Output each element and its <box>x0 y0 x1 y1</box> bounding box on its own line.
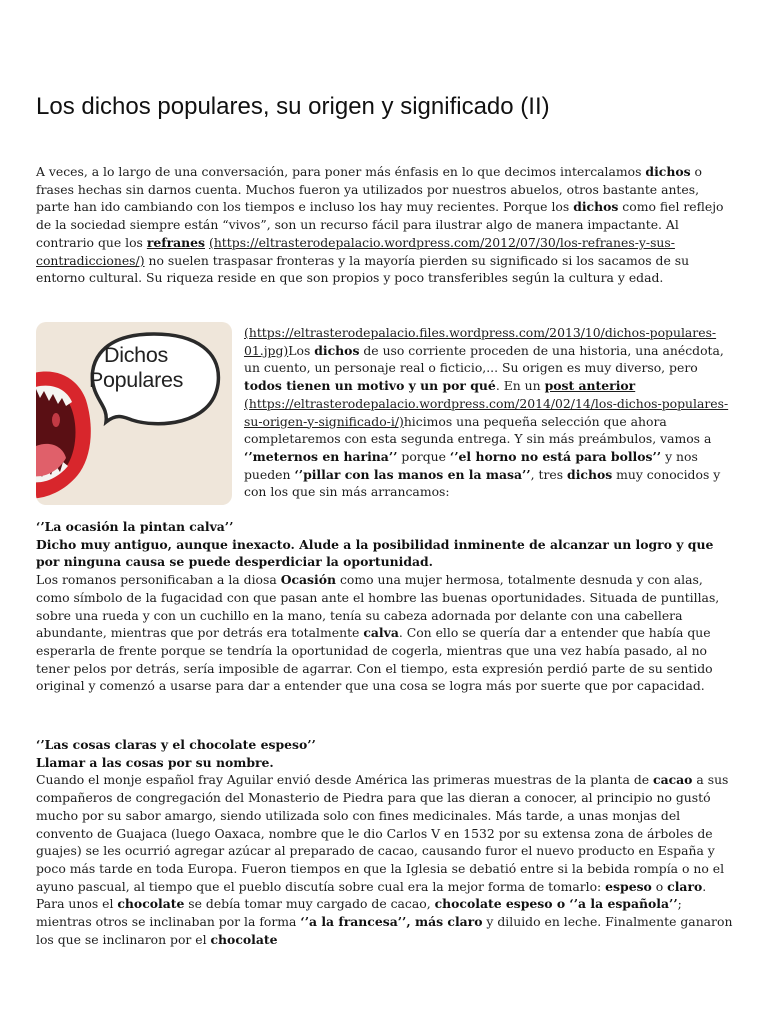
refranes-link[interactable] <box>147 235 205 250</box>
section-bold: Ocasión <box>280 572 337 588</box>
section-text: como una mujer hermosa, totalmente desnuda y con alas, como símbolo de la fugacidad con que pasan ante el hombre las buenas oportunidades. Situada de puntillas, sobre una rueda y con un cuchillo en la mano, tenía su cabeza adornada por delante con una cabellera abundante, mientras que por detrás era totalmente <box>36 572 720 641</box>
side-bold: ‘’meternos en harina’’ <box>244 448 398 464</box>
side-text: de uso corriente proceden de una historia, una anécdota, un cuento, un personaje real o ficticio,... Su origen es muy diverso, pero <box>244 342 724 376</box>
side-paragraph <box>244 324 734 501</box>
bubble-line-1: Dichos <box>104 343 168 367</box>
side-text: muy conocidos y con los que sin más arrancamos: <box>244 466 721 500</box>
section-text: y diluido en leche. Finalmente ganaron los que se inclinaron por el <box>36 914 733 947</box>
side-text: y nos pueden <box>244 448 698 482</box>
section-text: a sus compañeros de congregación del Monasterio de Piedra para que las dieran a conocer, al principio no gustó mucho por su sabor amargo, siendo utilizada solo con fines medicinales. Más tarde, a unas monjas del convento de Guajaca (luego Oaxaca, nombre que le dio Carlos V en 1532 por su extensa zona de árboles de guajes) se les ocurrió agregar azúcar al preparado de cacao, causando furor el nuevo producto en España y poco más tarde en toda Europa. Fueron tiempos en que la Iglesia se debatió entre si la bebida rompía o no el ayuno pascual, al tiempo que el pueblo discutía sobre cual era la mejor forma de tomarlo: <box>36 772 729 894</box>
side-bold: dichos <box>567 466 613 482</box>
section-summary: Dicho muy antiguo, aunque inexacto. Alude a la posibilidad inminente de alcanzar un logro y que por ninguna causa se puede desperdiciar la oportunidad. <box>36 536 714 570</box>
section-bold: chocolate <box>210 931 278 947</box>
section-body <box>36 771 736 948</box>
image-url-link[interactable]: (https://eltrasterodepalacio.files.wordpress.com/2013/10/dichos-populares-01.jpg) <box>244 325 717 358</box>
section-text: se debía tomar muy cargado de cacao, <box>184 896 435 912</box>
post-anterior-label[interactable]: post anterior <box>544 378 636 394</box>
section-text: . Para unos el <box>36 878 707 912</box>
section-bold: chocolate <box>117 896 185 912</box>
intro-text: o frases hechas sin darnos cuenta. Muchos fueron ya utilizados por nuestros abuelos, otros bastante antes, parte han ido cambiando con los tiempos e incluso los hay muy recientes. Porque los <box>36 164 702 215</box>
section-chocolate <box>36 736 736 948</box>
page-title: Los dichos populares, su origen y significado (II) <box>36 93 550 120</box>
section-text: Los romanos personificaban a la diosa <box>36 572 281 588</box>
section-text: o <box>651 878 668 894</box>
side-text: . En un <box>495 378 545 394</box>
post-url-link[interactable]: (https://eltrasterodepalacio.wordpress.com/2014/02/14/los-dichos-populares-su-origen-y-significado-i/) <box>244 395 729 429</box>
intro-text: como fiel reflejo de la sociedad siempre están “vivos”, son un recurso fácil para ilustrar algo de manera impactante. Al contrario que los <box>36 199 724 250</box>
section-bold: cacao <box>653 772 693 788</box>
side-bold: ‘’el horno no está para bollos’’ <box>449 448 662 464</box>
section-bold: calva <box>363 625 399 641</box>
section-bold: ‘’a la francesa’’, más claro <box>300 914 483 930</box>
section-body <box>36 571 736 695</box>
bubble-lettering <box>81 343 191 393</box>
refranes-link-label[interactable]: refranes <box>146 234 206 250</box>
side-text: porque <box>397 448 450 464</box>
section-heading: ‘’Las cosas claras y el chocolate espeso’’ <box>36 737 316 752</box>
uvula-shape <box>52 413 60 427</box>
section-text: ; mientras otros se inclinaban por la forma <box>36 896 682 930</box>
side-text: , tres <box>530 466 568 482</box>
section-ocasion <box>36 518 736 695</box>
side-bold: todos tienen un motivo y un por qué <box>244 378 496 394</box>
section-text: Cuando el monje español fray Aguilar envió desde América las primeras muestras de la planta de <box>36 772 654 788</box>
refranes-url-link[interactable]: (https://eltrasterodepalacio.wordpress.com/2012/07/30/los-refranes-y-sus-contradicciones/) <box>36 234 675 268</box>
section-bold: claro <box>667 878 703 894</box>
side-bold: dichos <box>314 342 360 358</box>
section-summary: Llamar a las cosas por su nombre. <box>36 754 274 770</box>
section-heading: ‘’La ocasión la pintan calva’’ <box>36 519 234 534</box>
post-anterior-link[interactable] <box>545 378 636 393</box>
intro-paragraph <box>36 163 736 287</box>
intro-bold: dichos <box>645 164 691 179</box>
side-bold: ‘’pillar con las manos en la masa’’ <box>294 466 531 482</box>
intro-bold: dichos <box>573 199 619 215</box>
side-text: Los <box>288 342 315 358</box>
section-text: . Con ello se quería dar a entender que había que esperarla de frente porque se tendría la oportunidad de cogerla, mientras que una vez había pasado, al no tener pelos por detrás, sería imposible de agarrar. Con el tiempo, esta expresión perdió parte de su sentido original y comenzó a usarse para dar a entender que una cosa se logra más por suerte que por capacidad. <box>36 625 713 694</box>
intro-text: no suelen traspasar fronteras y la mayoría pierden su significado si los sacamos de su entorno cultural. Su riqueza reside en que son propios y poco transferibles según la cultura y edad. <box>36 252 690 286</box>
intro-text: A veces, a lo largo de una conversación, para poner más énfasis en lo que decimos intercalamos <box>36 164 646 179</box>
side-text: hicimos una pequeña selección que ahora completaremos con esta segunda entrega. Y sin más preámbulos, vamos a <box>244 413 712 447</box>
section-bold: chocolate espeso o ‘’a la española’’ <box>434 896 678 912</box>
bubble-line-2: Populares <box>88 368 184 392</box>
section-bold: espeso <box>605 878 652 894</box>
